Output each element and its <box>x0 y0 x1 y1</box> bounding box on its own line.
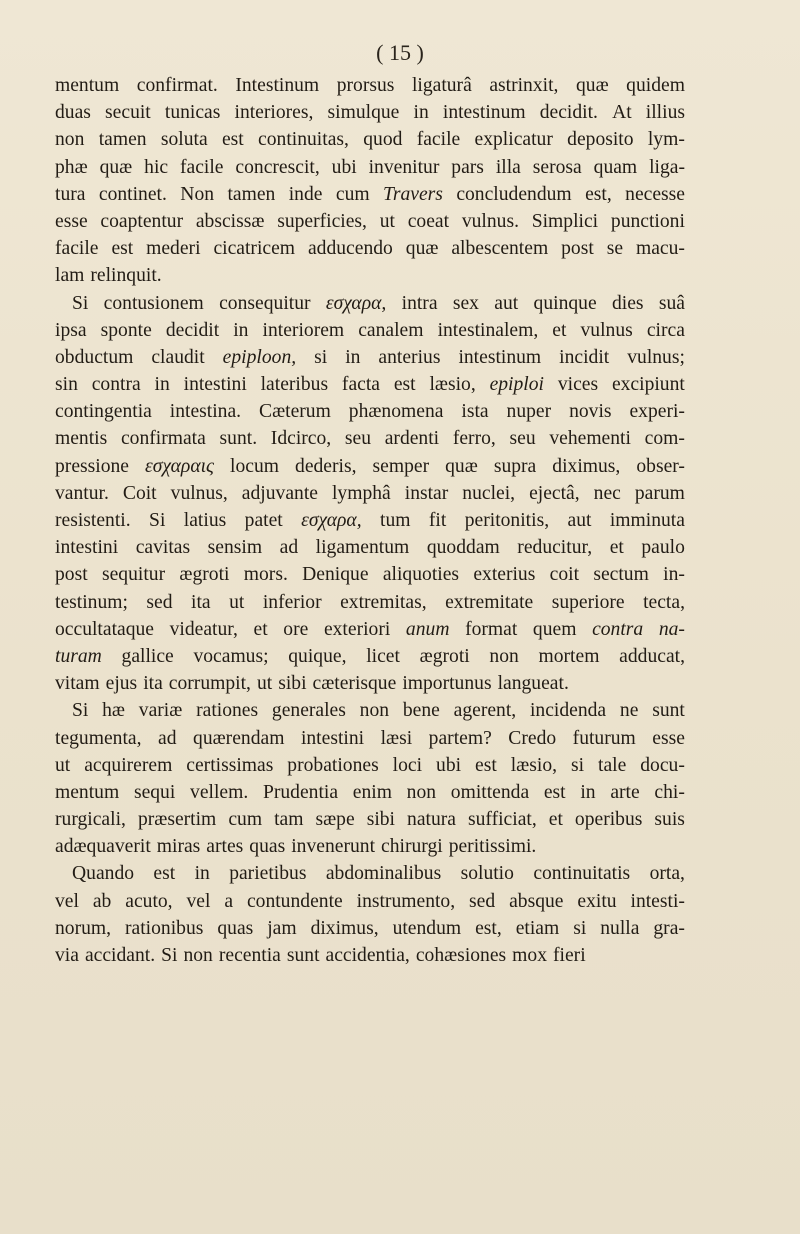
paragraph <box>55 72 685 290</box>
text-line: post sequitur ægroti mors. Denique aliquoties exterius coit sectum in- <box>55 564 685 586</box>
text-line: ipsa sponte decidit in interiorem canalem intestinalem, et vulnus circa <box>55 319 685 341</box>
text-line: testinum; sed ita ut inferior extremitas, extremitate superiore tecta, <box>55 591 685 613</box>
text-line: duas secuit tunicas interiores, simulque in intestinum decidit. At illius <box>55 102 685 124</box>
text-line: obductum claudit epiploon, si in anterius intestinum incidit vulnus; <box>55 346 685 368</box>
text-line: non tamen soluta est continuitas, quod facile explicatur deposito lym- <box>55 129 685 151</box>
text-line: vel ab acuto, vel a contundente instrumento, sed absque exitu intesti- <box>55 890 685 912</box>
text-line: vitam ejus ita corrumpit, ut sibi cæterisque importunus langueat. <box>55 673 569 695</box>
text-line: norum, rationibus quas jam diximus, utendum est, etiam si nulla gra- <box>55 917 685 939</box>
text-line: phæ quæ hic facile concrescit, ubi invenitur pars illa serosa quam liga- <box>55 156 685 178</box>
text-line: occultataque videatur, et ore exteriori anum format quem contra na- <box>55 618 685 640</box>
text-line: sin contra in intestini lateribus facta est læsio, epiploi vices excipiunt <box>55 374 685 396</box>
text-line: mentis confirmata sunt. Idcirco, seu ardenti ferro, seu vehementi com- <box>55 428 685 450</box>
text-line: lam relinquit. <box>55 265 162 287</box>
text-line: Si hæ variæ rationes generales non bene agerent, incidenda ne sunt <box>72 700 685 722</box>
text-line: intestini cavitas sensim ad ligamentum quoddam reducitur, et paulo <box>55 537 685 559</box>
text-line: tegumenta, ad quærendam intestini læsi partem? Credo futurum esse <box>55 727 685 749</box>
body-text <box>55 72 685 969</box>
text-line: Quando est in parietibus abdominalibus solutio continuitatis orta, <box>72 863 685 885</box>
text-line: contingentia intestina. Cæterum phænomena ista nuper novis experi- <box>55 401 685 423</box>
text-line: facile est mederi cicatricem adducendo quæ albescentem post se macu- <box>55 238 685 260</box>
paragraph <box>55 697 685 860</box>
text-line: Si contusionem consequitur εσχαρα, intra sex aut quinque dies suâ <box>72 292 685 314</box>
text-line: mentum confirmat. Intestinum prorsus ligaturâ astrinxit, quæ quidem <box>55 75 685 96</box>
paragraph <box>55 860 685 969</box>
text-line: pressione εσχαραις locum dederis, semper quæ supra diximus, obser- <box>55 455 685 477</box>
page-number: ( 15 ) <box>376 40 424 65</box>
paragraph <box>55 290 685 698</box>
text-line: tura continet. Non tamen inde cum Travers concludendum est, necesse <box>55 183 685 205</box>
text-line: turam gallice vocamus; quique, licet ægroti non mortem adducat, <box>55 645 685 667</box>
text-line: rurgicali, præsertim cum tam sæpe sibi natura sufficiat, et operibus suis <box>55 809 685 831</box>
text-line: via accidant. Si non recentia sunt accidentia, cohæsiones mox fieri <box>55 945 586 966</box>
text-line: mentum sequi vellem. Prudentia enim non omittenda est in arte chi- <box>55 781 685 803</box>
text-line: adæquaverit miras artes quas invenerunt chirurgi peritissimi. <box>55 836 537 858</box>
text-line: vantur. Coit vulnus, adjuvante lymphâ instar nuclei, ejectâ, nec parum <box>55 482 685 504</box>
text-line: esse coaptentur abscissæ superficies, ut coeat vulnus. Simplici punctioni <box>55 210 685 232</box>
text-line: resistenti. Si latius patet εσχαρα, tum fit peritonitis, aut imminuta <box>55 510 685 531</box>
text-line: ut acquirerem certissimas probationes loci ubi est læsio, si tale docu- <box>55 754 685 776</box>
